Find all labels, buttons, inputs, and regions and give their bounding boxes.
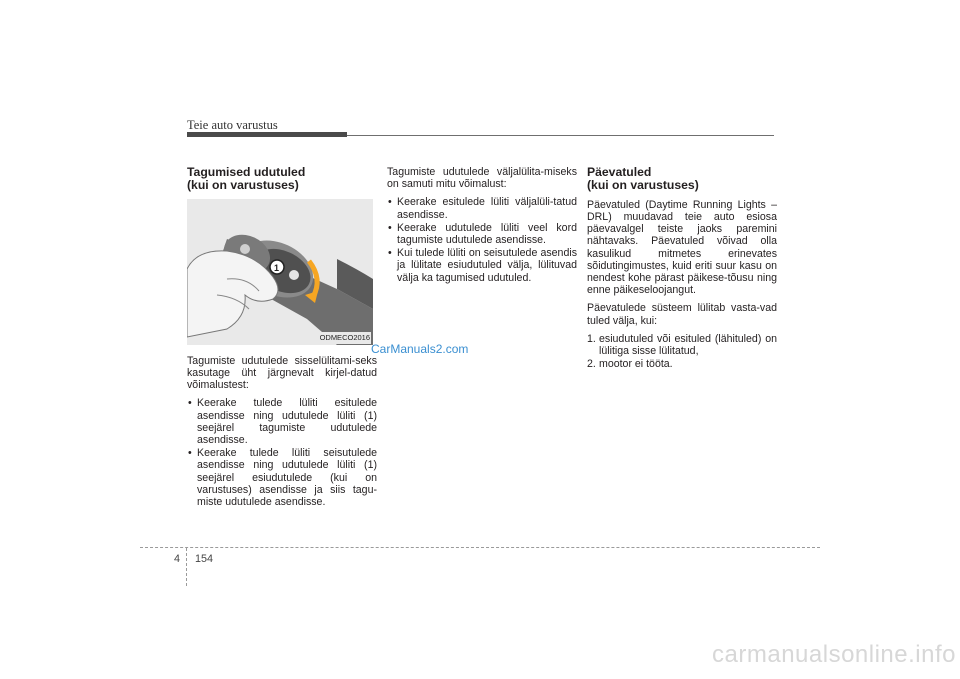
list-item: 2. mootor ei tööta. — [587, 358, 673, 371]
list-item: 1. esiudutuled või esituled (lähituled) on lülitiga sisse lülitatud, — [587, 332, 777, 358]
heading-rear-fog-lights: Tagumised udutuled (kui on varustuses) — [187, 165, 306, 193]
rear-fog-on-intro: Tagumiste udutulede sisselülitami-seks kasutage üht järgnevalt kirjel-datud võimalustest: — [187, 354, 377, 392]
site-watermark: carmanualsonline.info — [712, 641, 956, 668]
rear-fog-off-intro: Tagumiste udutulede väljalülita-miseks on samuti mitu võimalust: — [387, 166, 577, 191]
drl-description: Päevatuled (Daytime Running Lights – DRL) muudavad teie auto esiosa päevavalgel teiste jaoks paremini nähtavaks. Päevatuled võivad olla kasulikud mitmetes erinevates sõidutingimustes, kuid eriti suur kasu on nendest kohe pärast päikese-tõusu ning enne päikeseloojangut. — [587, 198, 777, 297]
list-item: • Keerake tulede lüliti seisutulede asendisse ning udutulede lüliti (1) seejärel esiudutulede (kui on varustuses) asendisse ja siis tagu-miste udutulede asendisse. — [188, 447, 377, 509]
footer-dashed-rule — [140, 547, 820, 548]
list-item: • Keerake esitulede lüliti väljalüli-tatud asendisse. — [388, 196, 577, 221]
list-item: • Keerake udutulede lüliti veel kord tagumiste udutulede asendisse. — [388, 221, 577, 247]
header-rule-thick — [187, 132, 347, 137]
column-rear-fog-off — [387, 166, 577, 285]
page-value: 154 — [195, 553, 214, 565]
column-rear-fog-lights — [187, 166, 377, 509]
list-item: • Kui tulede lüliti on seisutulede asendis ja lülitate esiudutuled välja, lülituvad välja ka tagumised udutuled. — [388, 247, 577, 284]
hand-turning-switch-image — [187, 199, 373, 345]
section-title: Teie auto varustus — [187, 118, 278, 132]
page-number — [174, 553, 213, 565]
carmanuals2-link[interactable]: CarManuals2.com — [371, 342, 469, 356]
light-switch-illustration — [187, 199, 373, 345]
drl-off-conditions — [587, 333, 777, 371]
rear-fog-on-list — [187, 397, 377, 508]
list-item: • Keerake tulede lüliti esitulede asendisse ning udutulede lüliti (1) seejärel tagumiste udutulede asendisse. — [188, 397, 377, 447]
svg-text:1: 1 — [274, 262, 280, 273]
header-rule-thin — [347, 135, 774, 136]
chapter-number: 4 — [174, 553, 181, 565]
figure-code: ODMECO2016 — [319, 332, 371, 344]
rear-fog-off-list — [387, 196, 577, 283]
drl-off-intro: Päevatulede süsteem lülitab vasta-vad tuled välja, kui: — [587, 302, 777, 327]
heading-daytime-running-lights: Päevatuled (kui on varustuses) — [587, 165, 699, 193]
column-daytime-running-lights — [587, 166, 777, 371]
